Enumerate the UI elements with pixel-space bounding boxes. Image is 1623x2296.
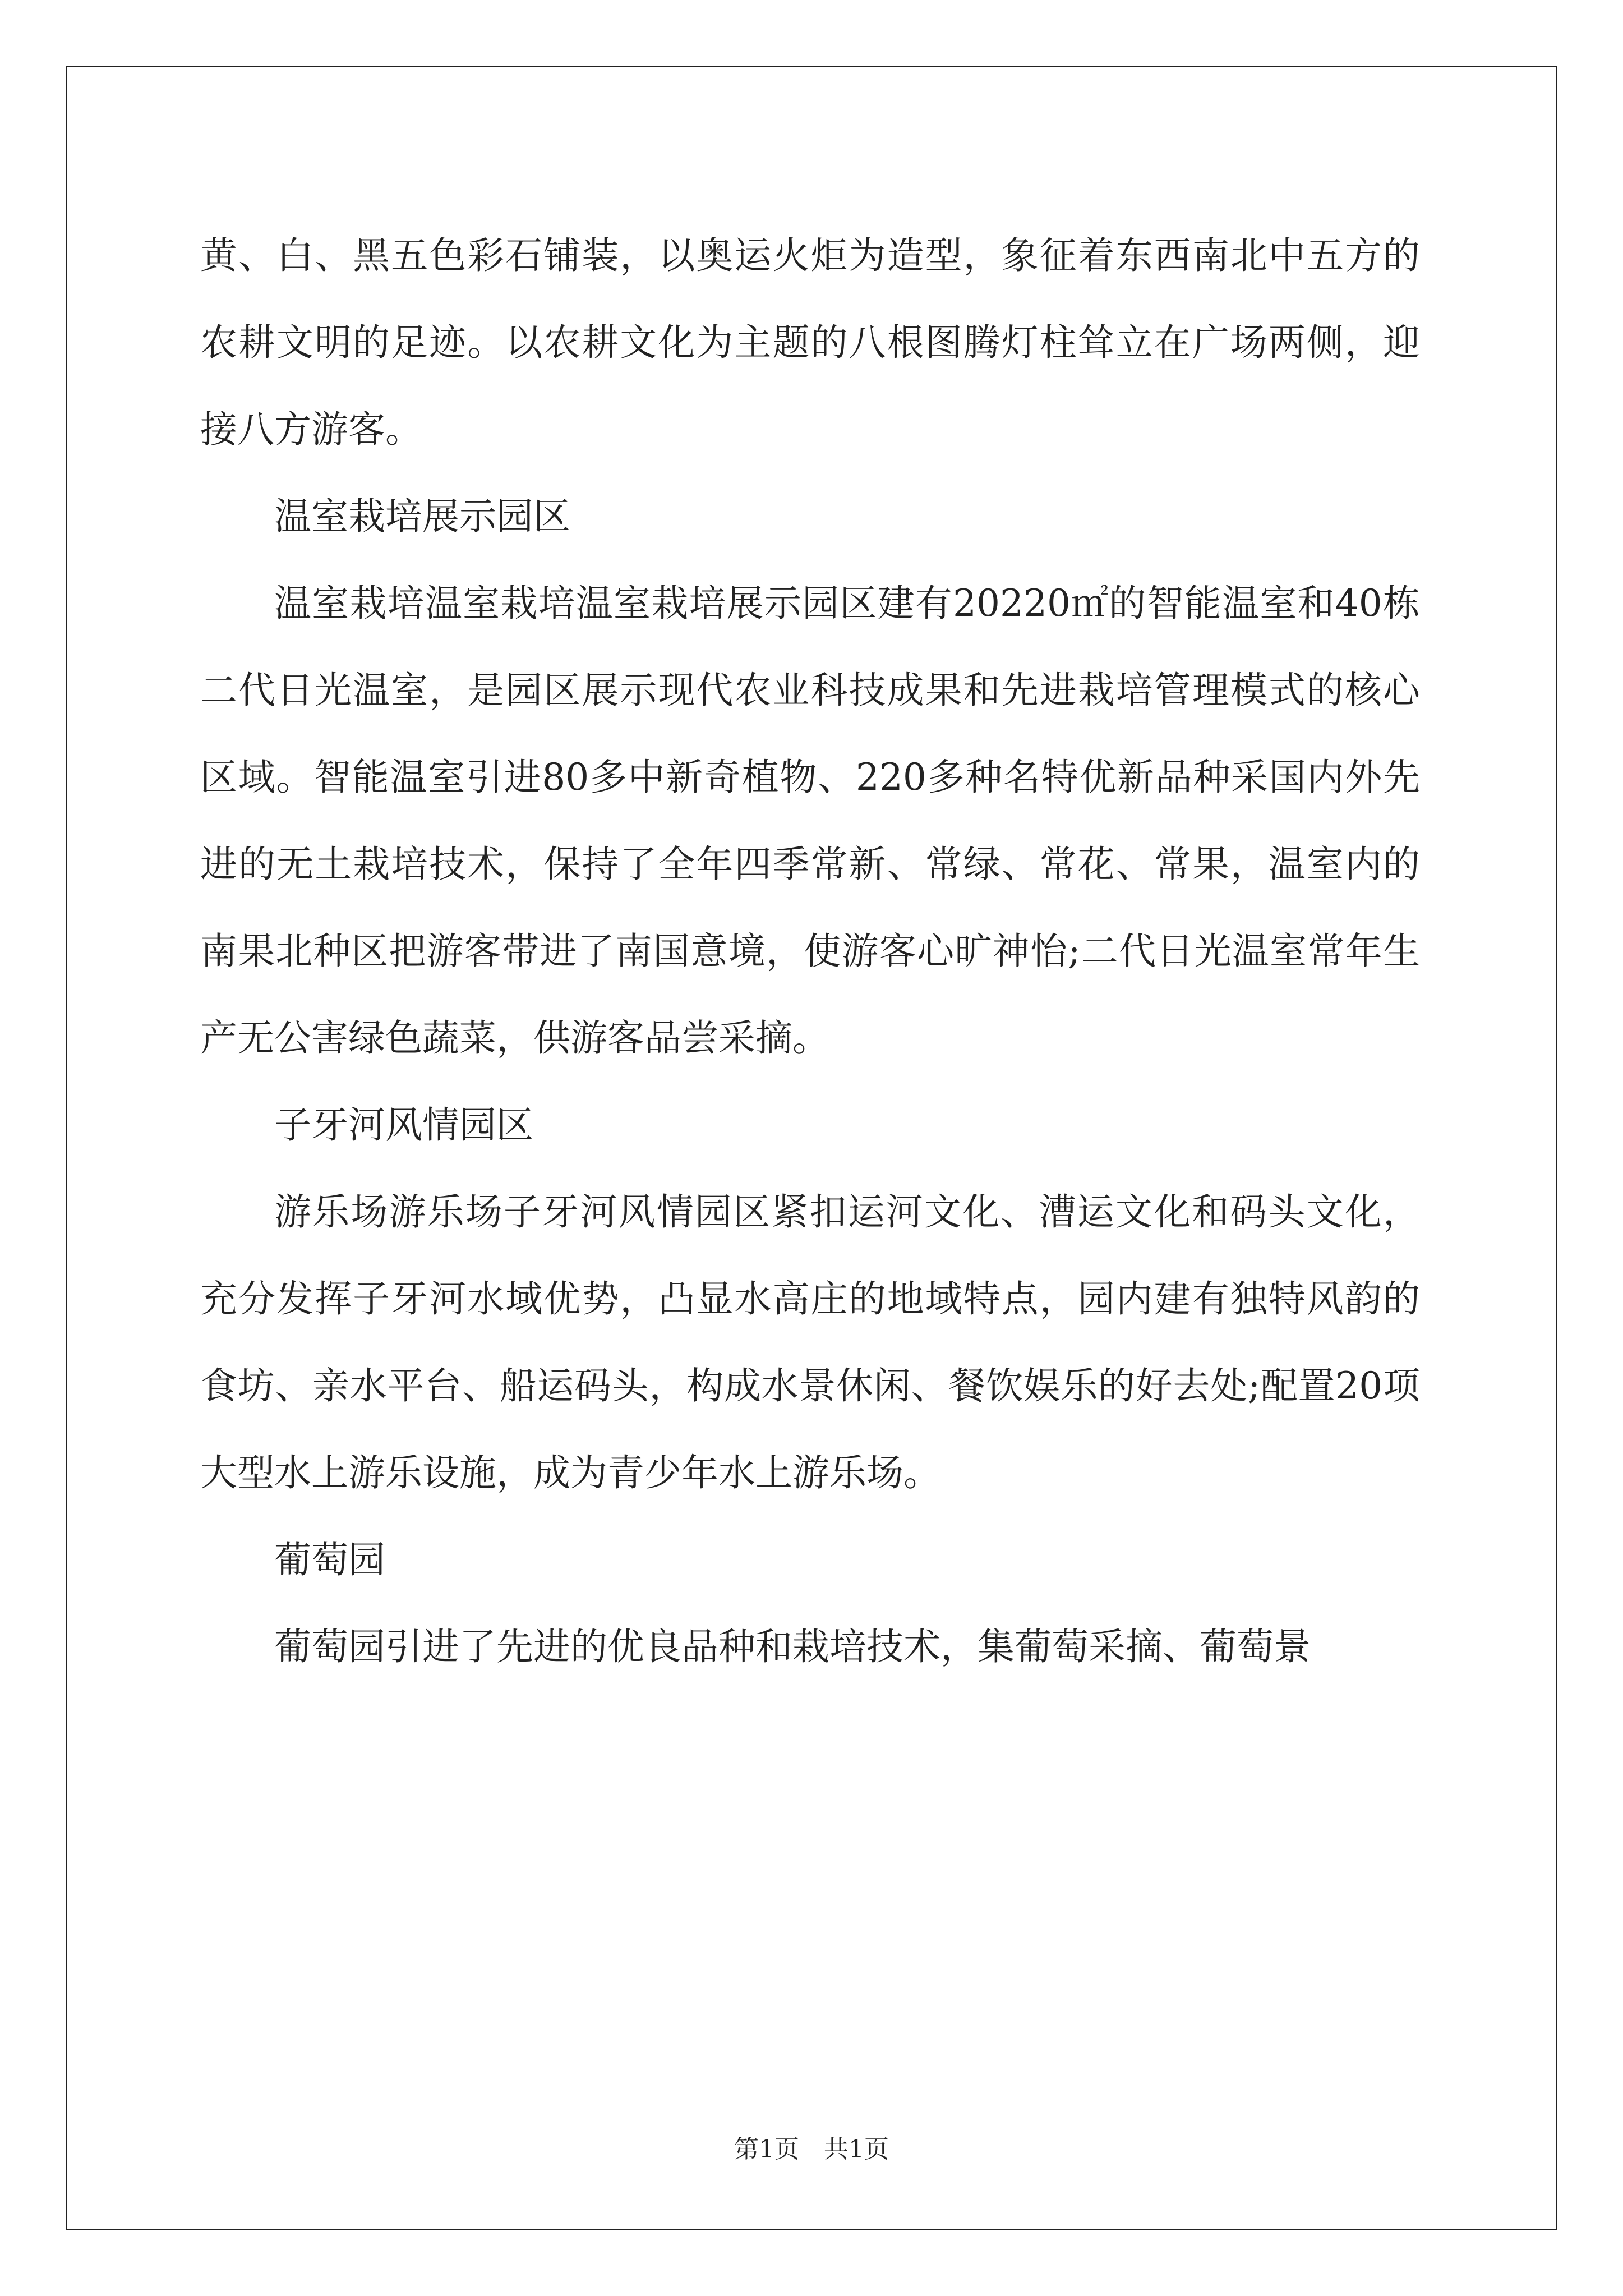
heading-vineyard: 葡萄园 [274, 1538, 385, 1581]
document-body [200, 212, 1420, 1690]
paragraph-ziya-river: 游乐场游乐场子牙河风情园区紧扣运河文化、漕运文化和码头文化，充分发挥子牙河水域优势，凸显水高庄的地域特点，园内建有独特风韵的食坊、亲水平台、船运码头，构成水景休闲、餐饮娱乐的好去处;配置20项大型水上游乐设施，成为青少年水上游乐场。 [200, 1190, 1420, 1494]
page-number-footer: 第1页 共1页 [734, 2135, 889, 2164]
paragraph-plaza: 黄、白、黑五色彩石铺装，以奥运火炬为造型，象征着东西南北中五方的农耕文明的足迹。以农耕文化为主题的八根图腾灯柱耸立在广场两侧，迎接八方游客。 [200, 234, 1420, 451]
heading-greenhouse: 温室栽培展示园区 [274, 495, 570, 538]
paragraph-vineyard: 葡萄园引进了先进的优良品种和栽培技术，集葡萄采摘、葡萄景 [274, 1625, 1311, 1668]
heading-ziya-river: 子牙河风情园区 [274, 1103, 533, 1147]
paragraph-greenhouse: 温室栽培温室栽培温室栽培展示园区建有20220㎡的智能温室和40栋二代日光温室，是园区展示现代农业科技成果和先进栽培管理模式的核心区域。智能温室引进80多中新奇植物、220多种名特优新品种采国内外先进的无土栽培技术，保持了全年四季常新、常绿、常花、常果，温室内的南果北种区把游客带进了南国意境，使游客心旷神怡;二代日光温室常年生产无公害绿色蔬菜，供游客品尝采摘。 [200, 582, 1420, 1060]
